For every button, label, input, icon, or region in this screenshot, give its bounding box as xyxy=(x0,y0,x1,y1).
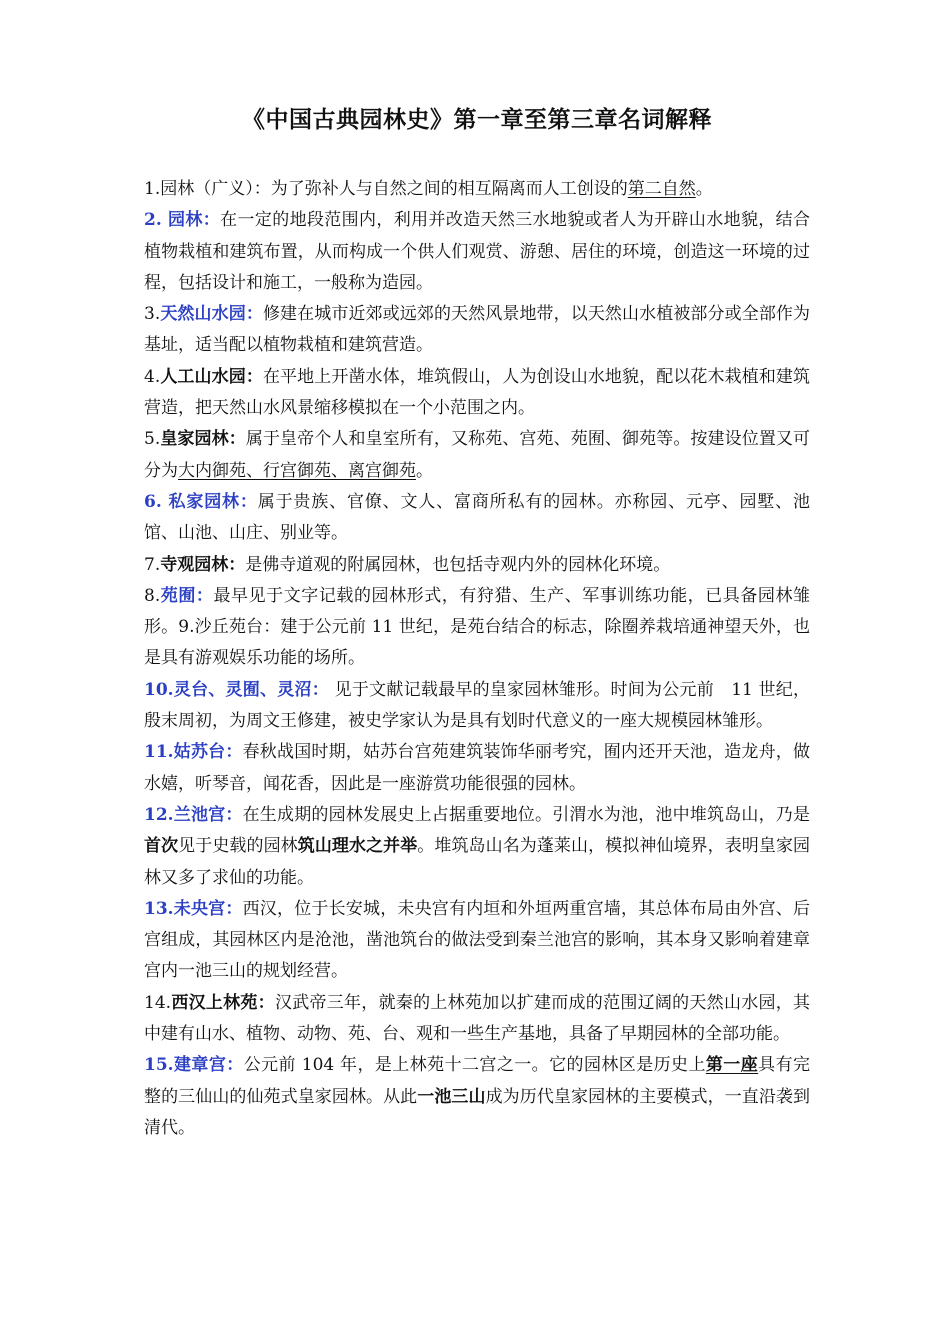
entry-term: 天然山水园 xyxy=(160,304,246,325)
entry-separator: ： xyxy=(228,554,246,575)
entry-term: 苑囿 xyxy=(160,585,196,606)
entry-text: 成为历代皇家园林的主要模式，一直沿袭到清代。 xyxy=(144,1086,811,1138)
definition-entry xyxy=(144,424,810,487)
definition-entry xyxy=(144,894,810,988)
entry-text: 。 xyxy=(695,179,713,199)
definition-entry xyxy=(144,988,810,1051)
entry-text: 见于史载的园林 xyxy=(178,836,298,857)
entry-text: 筑山理水之并举 xyxy=(297,836,418,857)
entry-separator: ： xyxy=(226,1055,244,1076)
entry-number: 15. xyxy=(144,1055,174,1076)
entry-number: 12. xyxy=(144,804,174,825)
entry-separator: ： xyxy=(311,679,330,700)
page-title: 《中国古典园林史》第一章至第三章名词解释 xyxy=(242,107,712,133)
definition-entry xyxy=(144,299,810,362)
definition-entry xyxy=(144,581,810,675)
entry-term: 未央宫 xyxy=(173,898,226,919)
entry-text: 西汉，位于长安城，未央宫有内垣和外垣两重宫墙，其总体布局由外宫、后宫组成，其园林区内是沧池，凿池筑台的做法受到秦兰池宫的影响，其本身又影响着建章宫内一池三山的规划经营。 xyxy=(144,898,811,982)
entry-text: 首次 xyxy=(144,836,179,857)
entry-text: 公元前 104 年，是上林苑十二宫之一。它的园林区是历史上 xyxy=(243,1055,706,1076)
entry-number: 13. xyxy=(144,898,174,919)
entry-text: 春秋战国时期，姑苏台宫苑建筑装饰华丽考究，囿内还开天池，造龙舟，做水嬉，听琴音，闻花香，因此是一座游赏功能很强的园林。 xyxy=(144,742,811,794)
entry-separator: ： xyxy=(245,304,263,325)
entry-number: 5. xyxy=(144,429,161,450)
entry-separator: ： xyxy=(245,366,263,387)
entry-text: 属于皇帝个人和皇室所有，又称苑、宫苑、苑囿、御苑等。按建设位置又可分为 xyxy=(144,429,811,481)
entry-text: 在生成期的园林发展史上占据重要地位。引渭水为池，池中堆筑岛山，乃是 xyxy=(242,804,811,825)
entry-term: 皇家园林 xyxy=(160,429,229,450)
entry-term: 园林（广义） xyxy=(160,179,254,199)
entry-number: 6. xyxy=(144,491,169,512)
entry-separator: ： xyxy=(195,585,214,606)
entry-term: 人工山水园 xyxy=(160,366,246,387)
entry-text: 。堆筑岛山名为蓬莱山，模拟神仙境界，表明皇家园林又多了求仙的功能。 xyxy=(144,836,811,888)
entry-text: 在一定的地段范围内，利用并改造天然三水地貌或者人为开辟山水地貌，结合植物栽植和建筑布置，从而构成一个供人们观赏、游憩、居住的环境，创造这一环境的过程，包括设计和施工，一般称为造园。 xyxy=(144,210,811,293)
definition-entry xyxy=(144,737,810,800)
entry-text: 修建在城市近郊或远郊的天然风景地带，以天然山水植被部分或全部作为基址，适当配以植物栽植和建筑营造。 xyxy=(144,304,811,356)
entry-number: 14. xyxy=(144,992,172,1013)
entry-text: 在平地上开凿水体，堆筑假山，人为创设山水地貌，配以花木栽植和建筑营造，把天然山水风景缩移模拟在一个小范围之内。 xyxy=(144,366,811,419)
entry-term: 私家园林 xyxy=(168,491,240,512)
entry-text: 为了弥补人与自然之间的相互隔离而人工创设的 xyxy=(270,179,628,199)
definition-entry xyxy=(144,675,810,738)
definition-entry xyxy=(144,487,810,550)
entry-term: 灵台、灵囿、灵沼 xyxy=(173,679,312,700)
definition-entry xyxy=(144,205,810,299)
entry-text: 大内御苑、行宫御苑、离宫御苑 xyxy=(178,460,416,481)
entry-text: 具有完整的三仙山的仙苑式皇家园林。从此 xyxy=(144,1055,810,1107)
entry-text: 属于贵族、官僚、文人、富商所私有的园林。亦称园、元亭、园墅、池馆、山池、山庄、别业等。 xyxy=(144,491,811,544)
entry-term: 姑苏台 xyxy=(173,742,226,763)
entry-term: 寺观园林 xyxy=(160,554,229,575)
entry-text: 一池三山 xyxy=(417,1086,486,1107)
entry-separator: ： xyxy=(239,491,258,512)
entry-separator: ： xyxy=(257,992,275,1013)
entry-separator: ： xyxy=(202,210,221,231)
entry-number: 8. xyxy=(144,585,161,606)
entry-text: 汉武帝三年，就秦的上林苑加以扩建而成的范围辽阔的天然山水园，其中建有山水、植物、动物、苑、台、观和一些生产基地，具备了早期园林的全部功能。 xyxy=(144,992,811,1045)
entry-term: 园林 xyxy=(168,210,203,231)
entry-separator: ： xyxy=(225,804,243,825)
entry-number: 7. xyxy=(144,554,161,575)
definition-entry xyxy=(144,800,810,894)
entry-number: 2. xyxy=(144,210,169,231)
entry-number: 11. xyxy=(144,742,174,763)
definition-entry xyxy=(144,362,810,425)
entry-separator: ： xyxy=(253,179,271,199)
entry-term: 西汉上林苑 xyxy=(171,992,258,1013)
definition-entry xyxy=(144,550,810,581)
entry-separator: ： xyxy=(228,429,246,450)
entry-text: 第一座 xyxy=(705,1055,759,1076)
entry-number: 1. xyxy=(144,179,161,199)
entry-term: 建章宫 xyxy=(173,1055,227,1076)
entry-number: 10. xyxy=(144,679,174,700)
entry-text: 第二自然 xyxy=(627,179,696,199)
definition-list xyxy=(144,174,810,1144)
entry-separator: ： xyxy=(225,898,243,919)
entry-number: 4. xyxy=(144,366,161,387)
definition-entry xyxy=(144,174,810,205)
entry-text: 见于文献记载最早的皇家园林雏形。时间为公元前 11 世纪，殷末周初，为周文王修建，被史学家认为是具有划时代意义的一座大规模园林雏形。 xyxy=(144,679,810,732)
entry-term: 兰池宫 xyxy=(173,804,226,825)
definition-entry xyxy=(144,1050,810,1144)
entry-text: 是佛寺道观的附属园林，也包括寺观内外的园林化环境。 xyxy=(245,554,671,575)
entry-text: 最早见于文字记载的园林形式，有狩猎、生产、军事训练功能，已具备园林雏形。9.沙丘苑台：建于公元前 11 世纪，是苑台结合的标志，除圈养栽培通神望天外，也是具有游观娱乐功能的场所。 xyxy=(144,585,811,669)
entry-separator: ： xyxy=(225,742,243,763)
entry-text: 。 xyxy=(416,460,433,481)
entry-number: 3. xyxy=(144,304,161,325)
